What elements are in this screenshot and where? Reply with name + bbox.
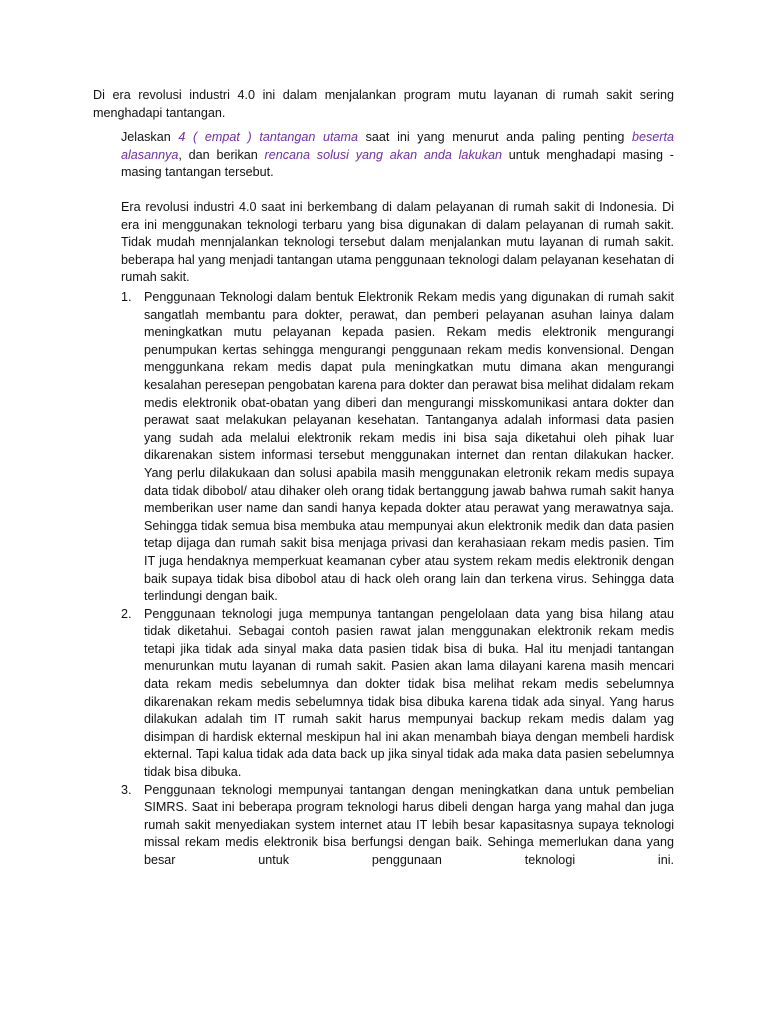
question-highlight-challenges: 4 ( empat ) tantangan utama	[178, 130, 358, 144]
intro-paragraph: Di era revolusi industri 4.0 ini dalam menjalankan program mutu layanan di rumah sakit sering menghadapi tantangan.	[93, 88, 674, 120]
challenge-list	[121, 289, 674, 870]
list-item-text: Penggunaan teknologi juga mempunya tantangan pengelolaan data yang bisa hilang atau tidak diketahui. Sebagai contoh pasien rawat jalan menggunakan elektronik rekam medis tetapi jika tidak ada sinyal maka data pasien tidak bisa di buka. Hal itu menjadi tantangan menurunkan mutu layanan di rumah sakit. Pasien akan lama dilayani karena masih mencari data rekam medis sebelumnya dan dokter tidak bisa melihat rekam medis sebelumnya dikarenakan rekam medis sebelumnya tidak bisa dibuka karena tidak ada sinyal. Yang harus dilakukan adalah tim IT rumah sakit harus mempunyai backup rekam medis dalam yag disimpan di hardisk ekternal meskipun hal ini akan menambah biaya dengan membeli hardisk ekternal. Tapi kalua tidak ada data back up jika sinyal tidak ada maka data pasien sebelumnya tidak bisa dibuka.	[144, 606, 674, 780]
list-item-number: 1.	[121, 290, 132, 304]
list-item-number: 2.	[121, 606, 132, 621]
list-item	[121, 606, 674, 782]
question-text-4: untuk menghadapi masing - masing tantangan tersebut.	[121, 147, 674, 180]
list-item	[121, 289, 674, 606]
answer-intro-paragraph: Era revolusi industri 4.0 saat ini berkembang di dalam pelayanan di rumah sakit di Indonesia. Di era ini menggunakan teknologi terbaru yang bisa digunakan di dalam pelayanan di rumah sakit. Tidak mudah mennjalankan teknologi tersebut dalam menjalankan mutu layanan di rumah sakit. beberapa hal yang menjadi tantangan utama penggunaan teknologi dalam pelayanan kesehatan di rumah sakit.	[121, 200, 674, 285]
question-text-2: saat ini yang menurut anda paling penting	[357, 130, 632, 144]
list-item-text: Penggunaan Teknologi dalam bentuk Elektronik Rekam medis yang digunakan di rumah sakit sangatlah membantu para dokter, perawat, dan pemberi pelayanan asuhan lainya dalam meningkatkan mutu pelayanan kepada pasien. Rekam medis elektronik mengurangi penumpukan kertas sehingga mengurangi penggunaan rekam medis konvensional. Dengan menggunkana rekam medis dapat pula meningkatkan mutu dimana akan mengurangi kesalahan peresepan pengobatan karena para dokter dan perawat bisa melihat didalam rekam medis elektronik obat-obatan yang diberi dan mengurangi misskomunikasi antara dokter dan perawat saat melakukan pelayanan kesehatan. Tantanganya adalah informasi data pasien yang sudah ada melalui elektronik rekam medis ini bisa saja diketahui oleh pihak luar dikarenakan sistem informasi tersebut menggunakan internet dan rentan dilakukan hacker. Yang perlu dilakukaan dan solusi apabila masih menggunakan eletronik rekam medis supaya data tidak dibobol/ atau dihaker oleh orang tidak bertanggung jawab bahwa rumah sakit hanya memberikan user name dan sandi hanya kepada dokter atau perawat yang merawatnya saja. Sehingga tidak semua bisa membuka atau mempunyai akun elektronik medik dan data pasien tetap dijaga dan rumah sakit bisa menjaga privasi dan kerahasiaan rekam medis pasien. Tim IT juga hendaknya memperkuat keamanan cyber atau system rekam medis elektronik dengan baik supaya tidak bisa dibobol atau di hack oleh orang lain dan terkena virus. Sehingga data terlindungi dengan baik.	[144, 290, 674, 604]
question-text-3: , dan berikan	[178, 147, 265, 162]
list-item	[121, 782, 674, 870]
list-item-text: Penggunaan teknologi mempunyai tantangan dengan meningkatkan dana untuk pembelian SIMRS. Saat ini beberapa program teknologi harus dibeli dengan harga yang mahal dan juga rumah sakit menyediakan system internet atau IT lebih besar kapasitasnya supaya teknologi missal rekam medis elektronik bisa berfungsi dengan baik. Sehinga memerlukan dana yang besar untuk penggunaan teknologi ini.	[144, 782, 674, 867]
question-highlight-reasons: beserta alasannya	[121, 130, 674, 162]
list-item-number: 3.	[121, 782, 132, 797]
question-text-1: Jelaskan	[121, 130, 179, 144]
question-highlight-solutions: rencana solusi yang akan anda lakukan	[264, 147, 503, 162]
question-paragraph	[121, 129, 674, 182]
